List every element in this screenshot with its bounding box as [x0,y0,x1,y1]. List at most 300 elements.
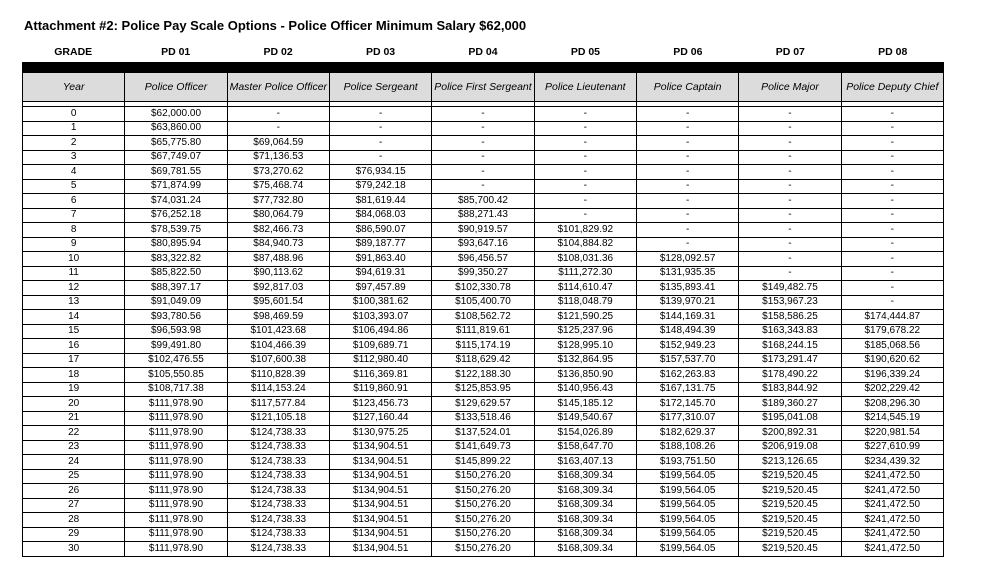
year-cell: 4 [23,165,125,180]
column-header-police-captain: Police Captain [636,73,738,102]
year-cell: 8 [23,223,125,238]
salary-cell: $124,738.33 [227,498,329,513]
salary-cell: $200,892.31 [739,426,841,441]
salary-cell: $89,187.77 [329,237,431,252]
salary-cell: - [841,252,943,267]
salary-cell: $122,188.30 [432,368,534,383]
salary-cell: $111,978.90 [125,498,227,513]
salary-cell: $150,276.20 [432,469,534,484]
salary-cell: $76,934.15 [329,165,431,180]
salary-cell: $174,444.87 [841,310,943,325]
table-row [23,411,944,426]
salary-cell: $136,850.90 [534,368,636,383]
salary-cell: $82,466.73 [227,223,329,238]
salary-cell: $158,586.25 [739,310,841,325]
salary-cell: - [739,208,841,223]
year-cell: 7 [23,208,125,223]
table-row [23,368,944,383]
year-cell: 21 [23,411,125,426]
salary-cell: - [739,165,841,180]
salary-cell: $81,619.44 [329,194,431,209]
salary-cell: - [841,208,943,223]
salary-cell: $199,564.05 [636,469,738,484]
salary-cell: $111,978.90 [125,411,227,426]
salary-cell: $199,564.05 [636,484,738,499]
salary-cell: $99,350.27 [432,266,534,281]
year-cell: 12 [23,281,125,296]
salary-cell: $102,476.55 [125,353,227,368]
salary-cell: $134,904.51 [329,440,431,455]
salary-cell: - [841,223,943,238]
salary-cell: $69,064.59 [227,136,329,151]
table-row [23,121,944,136]
table-row [23,252,944,267]
salary-cell: - [739,136,841,151]
salary-cell: $219,520.45 [739,527,841,542]
salary-cell: $85,822.50 [125,266,227,281]
table-row [23,237,944,252]
salary-cell: $93,780.56 [125,310,227,325]
salary-cell: $84,940.73 [227,237,329,252]
salary-cell: - [534,150,636,165]
salary-cell: $163,343.83 [739,324,841,339]
salary-cell: $63,860.00 [125,121,227,136]
salary-cell: $124,738.33 [227,469,329,484]
year-cell: 11 [23,266,125,281]
salary-cell: $106,494.86 [329,324,431,339]
salary-cell: $84,068.03 [329,208,431,223]
salary-cell: $124,738.33 [227,455,329,470]
table-row [23,542,944,557]
salary-cell: $168,309.34 [534,513,636,528]
salary-cell: $219,520.45 [739,469,841,484]
salary-cell: - [534,136,636,151]
salary-cell: $123,456.73 [329,397,431,412]
year-cell: 17 [23,353,125,368]
column-header-master-police-officer: Master Police Officer [227,73,329,102]
salary-cell: $105,550.85 [125,368,227,383]
table-row [23,397,944,412]
salary-cell: $213,126.65 [739,455,841,470]
salary-cell: $132,864.95 [534,353,636,368]
year-cell: 14 [23,310,125,325]
salary-cell: $134,904.51 [329,527,431,542]
salary-cell: $111,978.90 [125,484,227,499]
salary-cell: $130,975.25 [329,426,431,441]
salary-cell: - [636,194,738,209]
salary-cell: $114,610.47 [534,281,636,296]
salary-cell: $92,817.03 [227,281,329,296]
salary-cell: $94,619.31 [329,266,431,281]
salary-cell: $189,360.27 [739,397,841,412]
salary-cell: $91,863.40 [329,252,431,267]
salary-cell: $77,732.80 [227,194,329,209]
salary-cell: $91,049.09 [125,295,227,310]
salary-cell: $97,457.89 [329,281,431,296]
salary-cell: $152,949.23 [636,339,738,354]
salary-cell: $110,828.39 [227,368,329,383]
salary-cell: $202,229.42 [841,382,943,397]
salary-cell: $241,472.50 [841,542,943,557]
salary-cell: - [739,252,841,267]
salary-cell: - [841,150,943,165]
salary-cell: - [841,121,943,136]
year-cell: 10 [23,252,125,267]
page-title: Attachment #2: Police Pay Scale Options - Police Officer Minimum Salary $62,000 [24,18,527,33]
table-row [23,295,944,310]
salary-cell: - [329,136,431,151]
salary-cell: $144,169.31 [636,310,738,325]
salary-cell: $125,237.96 [534,324,636,339]
salary-cell: $168,309.34 [534,542,636,557]
salary-cell: $109,689.71 [329,339,431,354]
salary-cell: $173,291.47 [739,353,841,368]
salary-cell: - [432,165,534,180]
salary-cell: $134,904.51 [329,469,431,484]
salary-cell: $150,276.20 [432,484,534,499]
salary-cell: $96,593.98 [125,324,227,339]
year-cell: 9 [23,237,125,252]
salary-cell: $168,309.34 [534,498,636,513]
salary-cell: $105,400.70 [432,295,534,310]
year-cell: 2 [23,136,125,151]
year-cell: 1 [23,121,125,136]
salary-cell: $86,590.07 [329,223,431,238]
salary-cell: $167,131.75 [636,382,738,397]
salary-cell: - [534,194,636,209]
salary-cell: - [432,136,534,151]
year-cell: 27 [23,498,125,513]
salary-cell: - [329,150,431,165]
year-cell: 25 [23,469,125,484]
table-row [23,136,944,151]
table-row [23,339,944,354]
salary-cell: - [739,179,841,194]
salary-cell: - [739,223,841,238]
year-cell: 5 [23,179,125,194]
salary-cell: - [432,107,534,122]
salary-cell: $241,472.50 [841,527,943,542]
salary-cell: $100,381.62 [329,295,431,310]
salary-cell: - [636,165,738,180]
salary-cell: - [739,121,841,136]
salary-cell: $140,956.43 [534,382,636,397]
salary-cell: $67,749.07 [125,150,227,165]
salary-cell: $101,829.92 [534,223,636,238]
salary-cell: $111,978.90 [125,455,227,470]
salary-cell: $111,272.30 [534,266,636,281]
salary-cell: $134,904.51 [329,498,431,513]
salary-cell: - [329,107,431,122]
salary-cell: $141,649.73 [432,440,534,455]
salary-cell: $111,978.90 [125,426,227,441]
salary-cell: - [841,107,943,122]
table-row [23,194,944,209]
salary-cell: - [534,107,636,122]
year-cell: 18 [23,368,125,383]
salary-cell: $111,978.90 [125,513,227,528]
salary-cell: $75,468.74 [227,179,329,194]
table-row [23,353,944,368]
salary-cell: $162,263.83 [636,368,738,383]
year-cell: 3 [23,150,125,165]
salary-cell: - [739,150,841,165]
grade-pd04: PD 04 [468,46,498,58]
salary-cell: $135,893.41 [636,281,738,296]
table-row [23,107,944,122]
year-cell: 28 [23,513,125,528]
salary-cell: - [432,121,534,136]
salary-cell: $158,647.70 [534,440,636,455]
year-cell: 13 [23,295,125,310]
salary-cell: - [841,281,943,296]
salary-cell: $71,136.53 [227,150,329,165]
salary-cell: $145,185.12 [534,397,636,412]
salary-cell: - [534,165,636,180]
salary-cell: $219,520.45 [739,498,841,513]
salary-cell: $234,439.32 [841,455,943,470]
table-row [23,324,944,339]
salary-cell: $149,540.67 [534,411,636,426]
salary-cell: - [739,107,841,122]
salary-cell: $111,978.90 [125,397,227,412]
year-cell: 19 [23,382,125,397]
salary-cell: $80,895.94 [125,237,227,252]
grade-pd02: PD 02 [263,46,293,58]
salary-cell: $150,276.20 [432,527,534,542]
salary-cell: $108,717.38 [125,382,227,397]
salary-cell: $219,520.45 [739,513,841,528]
salary-cell: - [636,150,738,165]
salary-cell: $124,738.33 [227,440,329,455]
year-cell: 0 [23,107,125,122]
salary-cell: $134,904.51 [329,513,431,528]
year-cell: 16 [23,339,125,354]
salary-cell: $116,369.81 [329,368,431,383]
salary-cell: $102,330.78 [432,281,534,296]
salary-cell: - [227,107,329,122]
salary-cell: $118,048.79 [534,295,636,310]
salary-cell: $73,270.62 [227,165,329,180]
table-row [23,266,944,281]
table-row [23,165,944,180]
table-row [23,150,944,165]
salary-cell: - [227,121,329,136]
salary-cell: $98,469.59 [227,310,329,325]
salary-cell: $124,738.33 [227,542,329,557]
salary-cell: $71,874.99 [125,179,227,194]
salary-cell: $111,978.90 [125,542,227,557]
salary-cell: $114,153.24 [227,382,329,397]
grade-pd07: PD 07 [775,46,805,58]
salary-cell: $127,160.44 [329,411,431,426]
salary-cell: $93,647.16 [432,237,534,252]
salary-cell: $139,970.21 [636,295,738,310]
salary-cell: - [841,179,943,194]
salary-cell: $125,853.95 [432,382,534,397]
salary-cell: $124,738.33 [227,527,329,542]
salary-cell: $95,601.54 [227,295,329,310]
salary-cell: $76,252.18 [125,208,227,223]
salary-cell: $88,397.17 [125,281,227,296]
salary-cell: $80,064.79 [227,208,329,223]
year-cell: 24 [23,455,125,470]
salary-cell: $241,472.50 [841,498,943,513]
salary-cell: $168,309.34 [534,469,636,484]
header-divider-bar [22,62,944,72]
salary-cell: $112,980.40 [329,353,431,368]
table-row [23,527,944,542]
salary-cell: $108,031.36 [534,252,636,267]
salary-cell: $206,919.08 [739,440,841,455]
column-header-year: Year [23,73,125,102]
grade-pd06: PD 06 [673,46,703,58]
salary-cell: $87,488.96 [227,252,329,267]
salary-cell: - [636,107,738,122]
salary-cell: $134,904.51 [329,484,431,499]
grade-row [22,46,944,58]
table-row [23,440,944,455]
column-header-police-officer: Police Officer [125,73,227,102]
salary-cell: $69,781.55 [125,165,227,180]
table-row [23,223,944,238]
salary-cell: - [636,237,738,252]
salary-cell: $111,978.90 [125,469,227,484]
salary-cell: $124,738.33 [227,484,329,499]
salary-cell: $111,819.61 [432,324,534,339]
column-header-police-lieutenant: Police Lieutenant [534,73,636,102]
salary-cell: $190,620.62 [841,353,943,368]
salary-cell: $179,678.22 [841,324,943,339]
salary-cell: $177,310.07 [636,411,738,426]
salary-cell: $74,031.24 [125,194,227,209]
salary-cell: $168,309.34 [534,527,636,542]
salary-cell: $78,539.75 [125,223,227,238]
salary-cell: $111,978.90 [125,440,227,455]
salary-cell: - [432,179,534,194]
column-header-police-first-sergeant: Police First Sergeant [432,73,534,102]
salary-cell: $163,407.13 [534,455,636,470]
salary-cell: $99,491.80 [125,339,227,354]
table-row [23,281,944,296]
table-row [23,426,944,441]
salary-cell: $208,296.30 [841,397,943,412]
salary-cell: $185,068.56 [841,339,943,354]
table-row [23,208,944,223]
year-cell: 6 [23,194,125,209]
table-row [23,513,944,528]
salary-cell: $149,482.75 [739,281,841,296]
salary-cell: $193,751.50 [636,455,738,470]
grade-pd05: PD 05 [570,46,600,58]
year-cell: 20 [23,397,125,412]
salary-cell: - [636,121,738,136]
pay-scale-table [22,72,944,557]
salary-cell: $219,520.45 [739,484,841,499]
column-header-police-major: Police Major [739,73,841,102]
salary-cell: - [841,266,943,281]
table-row [23,484,944,499]
salary-cell: $65,775.80 [125,136,227,151]
salary-cell: $117,577.84 [227,397,329,412]
salary-cell: $145,899.22 [432,455,534,470]
salary-cell: $90,919.57 [432,223,534,238]
column-header-police-deputy-chief: Police Deputy Chief [841,73,943,102]
year-cell: 30 [23,542,125,557]
salary-cell: - [636,208,738,223]
table-row [23,455,944,470]
salary-cell: $133,518.46 [432,411,534,426]
salary-cell: $121,590.25 [534,310,636,325]
salary-cell: - [841,295,943,310]
year-cell: 29 [23,527,125,542]
salary-cell: $88,271.43 [432,208,534,223]
salary-cell: $195,041.08 [739,411,841,426]
salary-cell: $199,564.05 [636,527,738,542]
year-cell: 26 [23,484,125,499]
salary-cell: $188,108.26 [636,440,738,455]
salary-cell: $148,494.39 [636,324,738,339]
table-row [23,179,944,194]
salary-cell: - [432,150,534,165]
salary-cell: $150,276.20 [432,542,534,557]
salary-cell: $104,466.39 [227,339,329,354]
salary-cell: $220,981.54 [841,426,943,441]
salary-cell: $103,393.07 [329,310,431,325]
table-row [23,310,944,325]
salary-cell: $131,935.35 [636,266,738,281]
salary-cell: $183,844.92 [739,382,841,397]
salary-cell: - [329,121,431,136]
salary-cell: $150,276.20 [432,513,534,528]
salary-cell: $214,545.19 [841,411,943,426]
salary-cell: $115,174.19 [432,339,534,354]
grade-label: GRADE [54,46,93,58]
salary-cell: $134,904.51 [329,542,431,557]
year-cell: 22 [23,426,125,441]
table-header-row [23,73,944,102]
salary-cell: $137,524.01 [432,426,534,441]
salary-cell: $219,520.45 [739,542,841,557]
salary-cell: $118,629.42 [432,353,534,368]
table-body [23,102,944,557]
salary-cell: $119,860.91 [329,382,431,397]
salary-cell: - [841,136,943,151]
salary-cell: $150,276.20 [432,498,534,513]
year-cell: 23 [23,440,125,455]
salary-cell: - [841,165,943,180]
salary-cell: $83,322.82 [125,252,227,267]
salary-cell: - [534,179,636,194]
salary-cell: $196,339.24 [841,368,943,383]
year-cell: 15 [23,324,125,339]
salary-cell: $101,423.68 [227,324,329,339]
salary-cell: $182,629.37 [636,426,738,441]
salary-cell: $79,242.18 [329,179,431,194]
salary-cell: - [739,194,841,209]
salary-cell: $128,092.57 [636,252,738,267]
salary-cell: $128,995.10 [534,339,636,354]
salary-cell: - [636,136,738,151]
salary-cell: $104,884.82 [534,237,636,252]
salary-cell: $227,610.99 [841,440,943,455]
salary-cell: $168,309.34 [534,484,636,499]
salary-cell: - [534,208,636,223]
salary-cell: - [841,237,943,252]
salary-cell: $153,967.23 [739,295,841,310]
salary-cell: $154,026.89 [534,426,636,441]
salary-cell: $241,472.50 [841,484,943,499]
